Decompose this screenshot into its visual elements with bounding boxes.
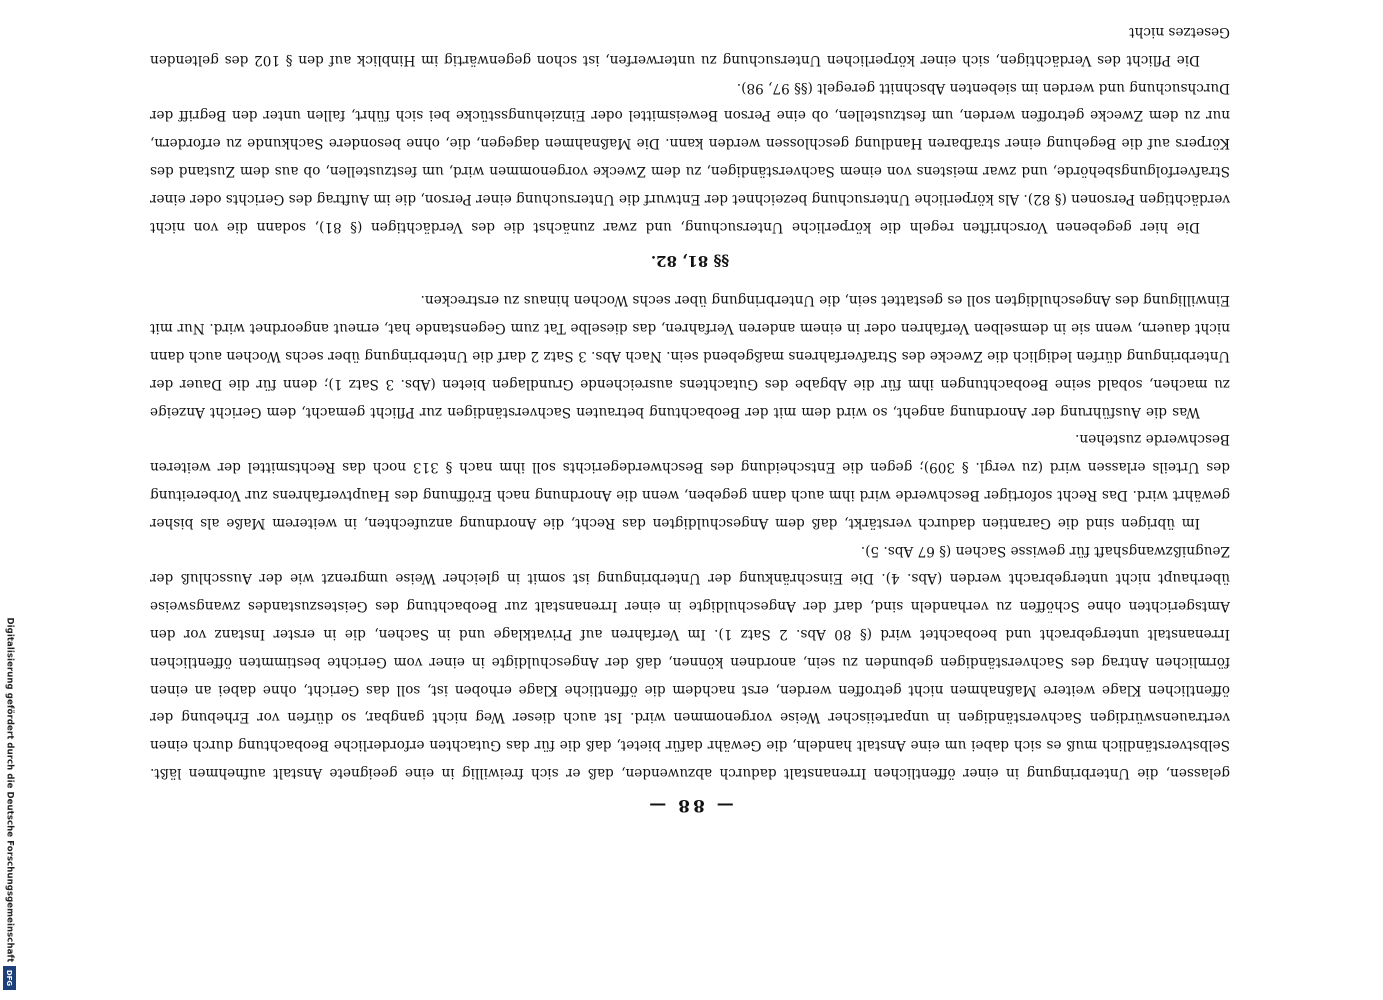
dfg-logo	[3, 966, 16, 990]
paragraph: gelassen, die Unterbringung in einer öffentlichen Irrenanstalt dadurch abzuwenden, daß er sich freiwillig in eine geeignete Anstalt aufnehmen läßt. Selbstverständlich muß es sich dabei um eine Anstalt handeln, die Gewähr dafür bietet, daß die für das Gutachten erforderliche Beobachtung durch einen vertrauenswürdigen Sachverständigen in unparteiischer Weise vorgenommen wird. Ist auch dieser Weg nicht gangbar, so dürfen vor Erhebung der öffentlichen Klage weitere Maßnahmen nicht getroffen werden, erst nachdem die öffentliche Klage erhoben ist, soll das Gericht, ohne dabei an einen förmlichen Antrag des Sachverständigen gebunden zu sein, anordnen können, daß der Angeschuldigte in einer vom Gerichte bestimmten öffentlichen Irrenanstalt untergebracht und beobachtet wird (§ 80 Abs. 2 Satz 1). Im Verfahren auf Privatklage und in Sachen, die in erster Instanz vor den Amtsgerichten ohne Schöffen zu verhandeln sind, darf der Angeschuldigte in einer Irrenanstalt zur Beobachtung des Geisteszustandes zwangsweise überhaupt nicht untergebracht werden (Abs. 4). Die Einschränkung der Unterbringung ist somit in gleicher Weise umgrenzt wie der Ausschluß der Zeugnißzwangshaft für gewisse Sachen (§ 67 Abs. 5).	[150, 542, 1230, 781]
digitization-note-text: Digitalisierung gefördert durch die Deutsche Forschungsgemeinschaft	[4, 617, 15, 963]
digitization-note	[0, 605, 20, 995]
dfg-logo-label: DFG	[5, 969, 14, 987]
page-number: — 88 —	[646, 795, 734, 815]
paragraph: Die Pflicht des Verdächtigen, sich einer körperlichen Untersuchung zu unterwerfen, ist schon gegenwärtig im Hinblick auf den § 102 des geltenden Gesetzes nicht	[150, 24, 1230, 68]
paragraph: Die hier gegebenen Vorschriften regeln die körperliche Untersuchung, und zwar zunächst die des Verdächtigen (§ 81), sodann die von nicht verdächtigen Personen (§ 82). Als körperliche Untersuchung bezeichnet der Entwurf die Untersuchung einer Person, die im Auftrag des Gerichts oder einer Strafverfolgungsbehörde, und zwar meistens von einem Sachverständigen, zu dem Zwecke vorgenommen wird, um festzustellen, ob aus dem Zustand des Körpers auf die Begehung einer strafbaren Handlung geschlossen werden kann. Die Maßnahmen dagegen, die, ohne besondere Sachkunde zu erfordern, nur zu dem Zwecke getroffen werden, um festzustellen, ob eine Person Beweismittel oder Einziehungsstücke bei sich führt, fallen unter den Begriff der Durchsuchung und werden im siebenten Abschnitt geregelt (§§ 97, 98).	[150, 79, 1230, 235]
paragraph: Was die Ausführung der Anordnung angeht, so wird dem mit der Beobachtung betrauten Sachverständigen zur Pflicht gemacht, dem Gericht Anzeige zu machen, sobald seine Beobachtungen ihm für die Abgabe des Gutachtens ausreichende Grundlagen bieten (Abs. 3 Satz 1); denn für die Dauer der Unterbringung dürfen lediglich die Zwecke des Strafverfahrens maßgebend sein. Nach Abs. 3 Satz 2 darf die Unterbringung über sechs Wochen auch dann nicht dauern, wenn sie in demselben Verfahren oder in einem anderen Verfahren, das dieselbe Tat zum Gegenstande hat, erneut angeordnet wird. Nur mit Einwilligung des Angeschuldigten soll es gestattet sein, die Unterbringung über sechs Wochen hinaus zu erstrecken.	[150, 292, 1230, 420]
document-page	[150, 24, 1230, 820]
paragraph: Im übrigen sind die Garantien dadurch verstärkt, daß dem Angeschuldigten das Recht, die Anordnung anzufechten, in weiterem Maße als bisher gewährt wird. Das Recht sofortiger Beschwerde wird ihm auch dann gegeben, wenn die Anordnung nach Eröffnung des Hauptverfahrens zur Vorbereitung des Urteils erlassen wird (zu vergl. § 309); gegen die Entscheidung des Beschwerdegerichts soll ihm nach § 313 noch das Rechtsmittel der weiteren Beschwerde zustehen.	[150, 431, 1230, 531]
section-heading: §§ 81, 82.	[650, 251, 730, 270]
